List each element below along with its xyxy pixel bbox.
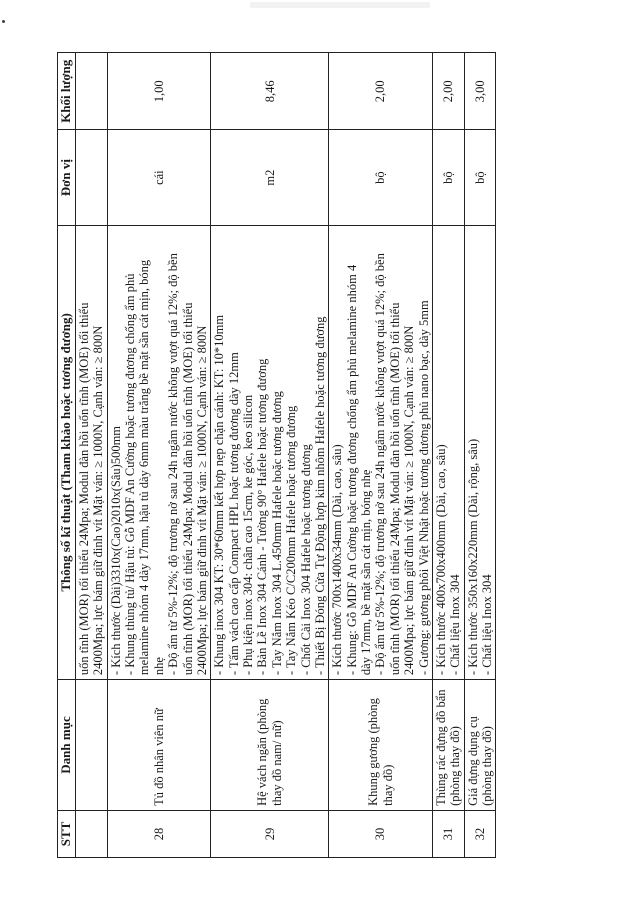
spec-table xyxy=(57,52,496,858)
header-row xyxy=(58,53,76,858)
spec-line: - Tay Nắm Inox 304 L.450mm Hafele hoặc tương đương xyxy=(269,391,284,676)
row-unit: cái xyxy=(107,130,211,225)
spec-line: melamine nhóm 4 dày 17mm, hậu tủ dày 6mm màu trắng bề mặt sần cát mịn, bóng xyxy=(137,259,152,676)
row-spec xyxy=(464,225,496,679)
header-unit: Đơn vị xyxy=(58,130,76,225)
table-row xyxy=(211,53,329,858)
spec-line: - Khung thùng tủ/ Hậu tủ: Gỗ MDF An Cường hoặc tương đương chống ẩm phủ xyxy=(123,273,138,676)
spec-line: - Kích thước 350x160x220mm (Dài, rộng, sâu) xyxy=(465,438,480,676)
spec-line: uốn tĩnh (MOR) tối thiểu 24Mpa; Modul đàn hồi uốn tĩnh (MOE) tối thiểu xyxy=(387,302,402,676)
table-body xyxy=(75,53,496,858)
spec-line: - Phụ kiện inox 304: chân cao 15cm, ke góc, keo silicon xyxy=(241,394,256,676)
row-stt: 28 xyxy=(107,810,211,857)
spec-line: - Chốt Cài Inox 304 Hafele hoặc tương đương xyxy=(298,444,313,676)
spec-line: 2400Mpa; lực bám giữ đinh vít Mặt ván: ≥ 1000N, Cạnh ván: ≥ 800N xyxy=(91,325,106,676)
spec-line: - Khung inox 304 KT: 30*60mm kết hợp nẹp chặn cánh: KT: 10*10mm xyxy=(212,314,227,676)
row-spec xyxy=(329,225,433,679)
spec-line: - Tấm vách cao cấp Compact HPL hoặc tương đương dày 12mm xyxy=(226,352,241,676)
row-name: Khung gương (phòng thay đồ) xyxy=(329,680,433,811)
table-row xyxy=(75,53,107,858)
row-stt: 32 xyxy=(464,810,496,857)
spec-line: - Tay Nắm Kéo C/C200mm Hafele hoặc tương đương xyxy=(284,405,299,676)
row-unit: bộ xyxy=(329,130,433,225)
header-name: Danh mục xyxy=(58,680,76,811)
spec-line: uốn tĩnh (MOR) tối thiểu 24Mpa; Modul đàn hồi uốn tĩnh (MOE) tối thiểu xyxy=(180,302,195,676)
spec-line: 2400Mpa; lực bám giữ đinh vít Mặt ván: ≥ 1000N, Cạnh ván: ≥ 800N xyxy=(194,325,209,676)
row-qty: 2,00 xyxy=(432,53,464,131)
spec-line: - Độ ẩm từ 5%-12%; độ trương nở sau 24h ngâm nước không vượt quá 12%; độ bền xyxy=(373,253,388,676)
table-row xyxy=(329,53,433,858)
spec-line: - Kích thước 700x1400x34mm (Dài, cao, sâu) xyxy=(330,444,345,676)
row-name: Giá đựng dụng cụ (phòng thay đồ) xyxy=(464,680,496,811)
row-stt: 29 xyxy=(211,810,329,857)
row-name: Tủ đồ nhân viên nữ xyxy=(107,680,211,811)
row-spec xyxy=(432,225,464,679)
row-unit xyxy=(75,130,107,225)
row-stt: 31 xyxy=(432,810,464,857)
spec-line: uốn tĩnh (MOR) tối thiểu 24Mpa; Modul đàn hồi uốn tĩnh (MOE) tối thiểu xyxy=(76,302,91,676)
spec-line: - Chất liệu Inox 304 xyxy=(480,574,495,676)
spec-line: - Gương: gương phôi Việt Nhật hoặc tương đương phủ nano bạc, dày 5mm xyxy=(416,300,431,676)
spec-line: - Khung: Gỗ MDF An Cường hoặc tương đương chống ẩm phủ melamine nhóm 4 xyxy=(344,264,359,676)
row-spec xyxy=(107,225,211,679)
spec-line: - Kích thước (Dài)3310x(Cao)2010x(Sâu)500mm xyxy=(108,425,123,676)
spec-line: - Kích thước 400x700x400mm (Dài, cao, sâu) xyxy=(433,444,448,676)
row-spec xyxy=(75,225,107,679)
spec-line: dày 17mm, bề mặt sần cát mịn, bóng nhẹ xyxy=(359,469,374,676)
table-row xyxy=(107,53,211,858)
row-spec xyxy=(211,225,329,679)
spec-line: - Độ ẩm từ 5%-12%; độ trương nở sau 24h ngâm nước không vượt quá 12%; độ bền xyxy=(166,253,181,676)
row-stt xyxy=(75,810,107,857)
row-qty: 3,00 xyxy=(464,53,496,131)
row-unit: bộ xyxy=(432,130,464,225)
row-name xyxy=(75,680,107,811)
spec-line: - Chất liệu Inox 304 xyxy=(448,574,463,676)
header-stt: STT xyxy=(58,810,76,857)
spec-line: nhẹ xyxy=(151,657,166,676)
row-unit: bộ xyxy=(464,130,496,225)
row-qty: 2,00 xyxy=(329,53,433,131)
spec-line: - Thiết Bị Đóng Cửa Tự Động hợp kim nhôm Hafele hoặc tương đương xyxy=(312,316,327,676)
row-unit: m2 xyxy=(211,130,329,225)
row-name: Thùng rác đựng đồ bẩn (phòng thay đồ) xyxy=(432,680,464,811)
row-stt: 30 xyxy=(329,810,433,857)
spec-line: - Bản Lề Inox 304 Cánh - Tường 90° Hafele hoặc tương đương xyxy=(255,358,270,676)
row-name: Hệ vách ngăn (phòng thay đồ nam/ nữ) xyxy=(211,680,329,811)
table-row xyxy=(432,53,464,858)
table-row xyxy=(464,53,496,858)
row-qty: 8,46 xyxy=(211,53,329,131)
header-spec: Thông số kĩ thuật (Tham khảo hoặc tương đương) xyxy=(58,225,76,679)
spec-line: 2400Mpa; lực bám giữ đinh vít Mặt ván: ≥ 1000N, Cạnh ván: ≥ 800N xyxy=(402,325,417,676)
row-qty xyxy=(75,53,107,131)
header-qty: Khối lượng xyxy=(58,53,76,131)
row-qty: 1,00 xyxy=(107,53,211,131)
